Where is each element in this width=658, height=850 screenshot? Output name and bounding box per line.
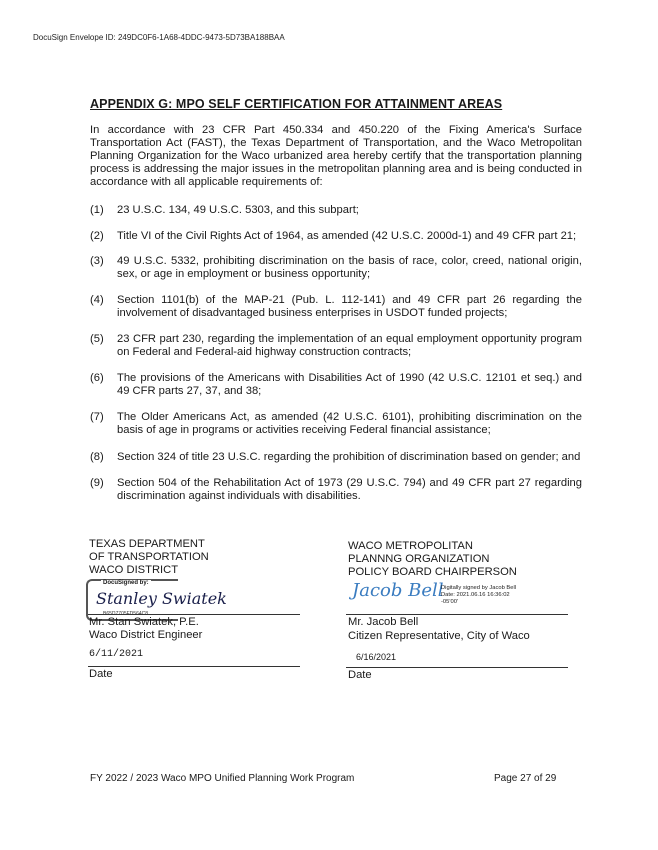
mpo-org-block: [348, 540, 517, 579]
requirement-item: [90, 255, 582, 281]
left-signer-title: Waco District Engineer: [89, 629, 203, 641]
requirement-item: [90, 230, 582, 243]
right-date-label: Date: [348, 669, 372, 681]
requirement-text: 23 U.S.C. 134, 49 U.S.C. 5303, and this subpart;: [117, 204, 359, 216]
requirement-number: (1): [90, 204, 104, 216]
requirement-number: (2): [90, 230, 104, 242]
requirement-item: [90, 411, 582, 437]
org-line: POLICY BOARD CHAIRPERSON: [348, 566, 517, 578]
org-line: PLANNNG ORGANIZATION: [348, 553, 490, 565]
requirement-text: Section 324 of title 23 U.S.C. regarding the prohibition of discrimination based on gender; and: [117, 451, 581, 463]
intro-paragraph: In accordance with 23 CFR Part 450.334 and 450.220 of the Fixing America's Surface Transportation Act (FAST), the Texas Department of Transportation, and the Waco Metropolitan Planning Organization for the Waco urbanized area hereby certify that the transportation planning process is addressing the major issues in the metropolitan planning area and is being conducted in accordance with all applicable requirements of:: [90, 124, 582, 188]
signature-line: [346, 614, 568, 615]
signature-line: [88, 614, 300, 615]
requirement-item: [90, 204, 582, 217]
requirement-number: (5): [90, 333, 104, 345]
org-line: OF TRANSPORTATION: [89, 551, 209, 563]
stanley-swiatek-signature: Stanley Swiatek: [96, 589, 227, 608]
requirement-text: Section 504 of the Rehabilitation Act of 1973 (29 U.S.C. 794) and 49 CFR part 27 regarding discrimination against individuals with disabilities.: [117, 477, 582, 502]
requirement-item: [90, 372, 582, 398]
appendix-title: APPENDIX G: MPO SELF CERTIFICATION FOR ATTAINMENT AREAS: [90, 97, 503, 111]
digital-signature-note: [441, 585, 516, 606]
digital-line: Digitally signed by Jacob Bell: [441, 585, 517, 591]
requirement-number: (3): [90, 255, 104, 267]
date-line: [346, 667, 568, 668]
requirement-number: (7): [90, 411, 104, 423]
docusign-envelope-id: DocuSign Envelope ID: 249DC0F6-1A68-4DDC-9473-5D73BA188BAA: [33, 33, 285, 42]
requirement-text: 23 CFR part 230, regarding the implementation of an equal employment opportunity program on Federal and Federal-aid highway construction contracts;: [117, 333, 582, 358]
date-line: [88, 666, 300, 667]
left-date-label: Date: [89, 668, 113, 680]
footer-program-title: FY 2022 / 2023 Waco MPO Unified Planning Work Program: [90, 773, 355, 784]
jacob-bell-signature: Jacob Bell: [352, 580, 444, 601]
requirement-number: (9): [90, 477, 104, 489]
org-line: TEXAS DEPARTMENT: [89, 538, 205, 550]
digital-line: -05'00': [441, 599, 459, 605]
left-signer-name: Mr. Stan Swiatek, P.E.: [89, 616, 199, 628]
requirement-text: Title VI of the Civil Rights Act of 1964, as amended (42 U.S.C. 2000d-1) and 49 CFR part 21;: [117, 230, 577, 242]
requirement-item: [90, 333, 582, 359]
right-signer-name: Mr. Jacob Bell: [348, 616, 419, 628]
docusigned-label: DocuSigned by:: [103, 580, 149, 586]
requirement-text: The Older Americans Act, as amended (42 U.S.C. 6101), prohibiting discrimination on the basis of age in programs or activities receiving Federal financial assistance;: [117, 411, 582, 436]
docusign-signer-id: B65D7705FD564C8: [103, 611, 149, 617]
requirement-text: 49 U.S.C. 5332, prohibiting discrimination on the basis of race, color, creed, national origin, sex, or age in employment or business opportunity;: [117, 255, 582, 280]
org-line: WACO METROPOLITAN: [348, 540, 473, 552]
footer-page-number: Page 27 of 29: [494, 773, 557, 784]
requirement-number: (4): [90, 294, 104, 306]
requirement-item: [90, 294, 582, 320]
requirement-text: The provisions of the Americans with Disabilities Act of 1990 (42 U.S.C. 12101 et seq.) and 49 CFR parts 27, 37, and 38;: [117, 372, 582, 397]
requirement-item: [90, 451, 582, 464]
requirement-text: Section 1101(b) of the MAP-21 (Pub. L. 112-141) and 49 CFR part 26 regarding the involvement of disadvantaged business enterprises in USDOT funded projects;: [117, 294, 582, 319]
digital-line: Date: 2021.06.16 16:36:02: [441, 592, 510, 598]
txdot-org-block: [89, 538, 209, 577]
requirement-number: (6): [90, 372, 104, 384]
left-signed-date: 6/11/2021: [89, 649, 144, 660]
org-line: WACO DISTRICT: [89, 564, 179, 576]
requirement-item: [90, 477, 582, 503]
right-signer-title: Citizen Representative, City of Waco: [348, 630, 530, 642]
right-signed-date: 6/16/2021: [356, 652, 397, 662]
requirement-number: (8): [90, 451, 104, 463]
